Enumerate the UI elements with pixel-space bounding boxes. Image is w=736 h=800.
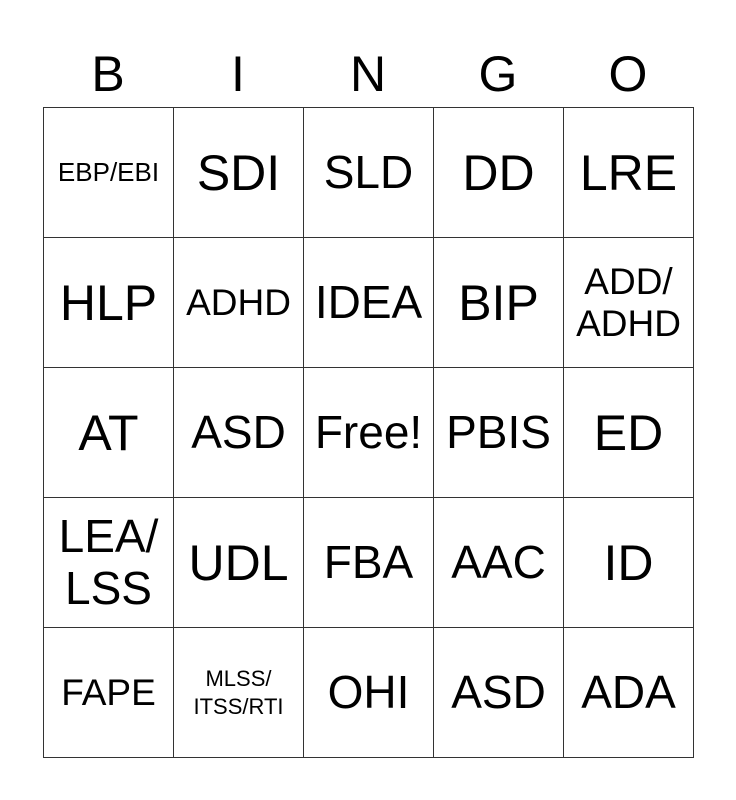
- bingo-cell[interactable]: SLD: [304, 108, 434, 238]
- bingo-cell[interactable]: AAC: [434, 498, 564, 628]
- header-letter-n: N: [349, 46, 387, 102]
- bingo-cell[interactable]: LEA/ LSS: [44, 498, 174, 628]
- bingo-cell[interactable]: LRE: [564, 108, 694, 238]
- bingo-cell[interactable]: ADA: [564, 628, 694, 758]
- bingo-cell[interactable]: AT: [44, 368, 174, 498]
- bingo-cell[interactable]: MLSS/ ITSS/RTI: [174, 628, 304, 758]
- bingo-cell[interactable]: FAPE: [44, 628, 174, 758]
- bingo-cell[interactable]: ASD: [434, 628, 564, 758]
- bingo-cell[interactable]: ADHD: [174, 238, 304, 368]
- bingo-cell[interactable]: ED: [564, 368, 694, 498]
- bingo-cell[interactable]: FBA: [304, 498, 434, 628]
- bingo-cell[interactable]: DD: [434, 108, 564, 238]
- bingo-cell[interactable]: EBP/EBI: [44, 108, 174, 238]
- bingo-cell[interactable]: IDEA: [304, 238, 434, 368]
- bingo-cell[interactable]: UDL: [174, 498, 304, 628]
- bingo-cell[interactable]: ASD: [174, 368, 304, 498]
- bingo-header: [43, 42, 693, 106]
- bingo-cell[interactable]: ID: [564, 498, 694, 628]
- header-letter-o: O: [608, 46, 648, 102]
- bingo-cell[interactable]: OHI: [304, 628, 434, 758]
- header-letter-g: G: [478, 46, 518, 102]
- bingo-cell[interactable]: HLP: [44, 238, 174, 368]
- free-space-cell[interactable]: Free!: [304, 368, 434, 498]
- bingo-cell[interactable]: BIP: [434, 238, 564, 368]
- bingo-board: [43, 107, 694, 758]
- bingo-cell[interactable]: ADD/ ADHD: [564, 238, 694, 368]
- header-letter-i: I: [231, 46, 245, 102]
- header-letter-b: B: [91, 46, 125, 102]
- bingo-cell[interactable]: PBIS: [434, 368, 564, 498]
- bingo-cell[interactable]: SDI: [174, 108, 304, 238]
